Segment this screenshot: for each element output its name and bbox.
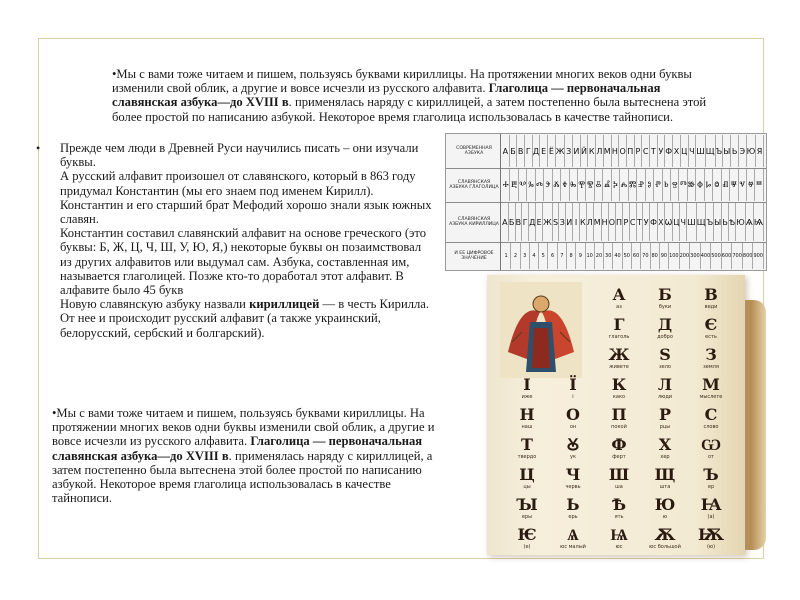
table-cell: Б xyxy=(510,135,518,167)
glyph-letter: Ї xyxy=(569,375,577,394)
glyph-name: ша xyxy=(615,484,623,490)
glyph-name: (ю) xyxy=(706,544,716,550)
glyph-name: иже xyxy=(521,394,533,400)
table-cell: Ф xyxy=(665,135,673,167)
table-cell: Ⱎ xyxy=(755,169,763,201)
table-cell: 800 xyxy=(743,243,754,269)
glyph-cell xyxy=(597,526,641,550)
table-row-label: СОВРЕМЕННАЯ АЗБУКА xyxy=(448,134,501,168)
table-cell: Ⰼ xyxy=(603,169,611,201)
table-row-cells xyxy=(502,169,764,201)
glyph-name: ер xyxy=(707,484,715,490)
table-cell: Ф xyxy=(650,203,658,241)
glyph-cell xyxy=(505,526,549,550)
table-cell: Г xyxy=(525,135,533,167)
glyph-cell xyxy=(597,286,641,310)
table-cell: П xyxy=(627,135,635,167)
glyph-cell xyxy=(597,466,641,490)
glyph-cell xyxy=(505,406,549,430)
glyph-letter: П xyxy=(611,405,627,424)
glyph-name: он xyxy=(569,424,577,430)
table-cell: 2 xyxy=(511,243,520,269)
top-paragraph xyxy=(112,67,722,134)
table-cell: З xyxy=(565,135,573,167)
table-cell: П xyxy=(616,203,623,241)
glyph-name: аз xyxy=(616,304,622,310)
glyph-name: живете xyxy=(609,364,629,370)
table-cell: Щ xyxy=(697,203,707,241)
bottom-bold: Глаголица — первоначальная славянская азбука—до XVIII в xyxy=(52,434,423,463)
glyph-letter: Ѥ xyxy=(517,525,537,544)
glyph-name: добро xyxy=(657,334,673,340)
table-cell: Ⰱ xyxy=(510,169,518,201)
glyph-letter: Ꙋ xyxy=(566,435,580,454)
glyph-cell xyxy=(643,286,687,310)
table-cell: Ⱂ xyxy=(654,169,662,201)
table-cell: Л xyxy=(596,135,604,167)
table-cell: 90 xyxy=(660,243,669,269)
glyph-cell xyxy=(551,466,595,490)
table-cell: Ѡ xyxy=(665,203,673,241)
glyph-name: юс малый xyxy=(560,544,586,550)
glyph-cell xyxy=(597,496,641,520)
table-cell: Ж xyxy=(543,203,553,241)
glyph-name: земля xyxy=(703,364,719,370)
glyph-cell xyxy=(689,346,733,370)
table-cell: Ѧ xyxy=(746,203,754,241)
glyph-letter: Є xyxy=(704,315,718,334)
glyph-letter: Л xyxy=(657,375,673,394)
glyph-letter: Ꙑ xyxy=(516,495,538,514)
table-cell: 900 xyxy=(753,243,764,269)
manuscript-glyph-grid xyxy=(505,286,735,548)
glyph-cell xyxy=(689,496,733,520)
glyph-name: слово xyxy=(703,424,719,430)
glyph-letter: Ѭ xyxy=(697,525,725,544)
glyph-cell xyxy=(551,376,595,400)
table-cell: Х xyxy=(673,135,681,167)
table-cell: Ⱉ xyxy=(713,169,721,201)
table-cell: 4 xyxy=(530,243,539,269)
glyph-name: покой xyxy=(611,424,627,430)
table-cell: Ь xyxy=(731,135,739,167)
top-rest: . применялась наряду с кириллицей, а затем постепенно была вытеснена этой более простой по написанию азбукой. Некоторое время глаголица использовалась в качестве тайнописи. xyxy=(112,95,707,124)
table-cell: 5 xyxy=(539,243,548,269)
table-cell: У xyxy=(643,203,650,241)
glyph-cell xyxy=(689,466,733,490)
table-cell: Ц xyxy=(673,203,680,241)
table-cell: Ш xyxy=(687,203,697,241)
table-cell: А xyxy=(502,203,509,241)
glyph-letter: Ъ xyxy=(703,465,719,484)
table-cell: 3 xyxy=(521,243,530,269)
glyph-cell xyxy=(689,406,733,430)
table-cell: Ⰳ xyxy=(527,169,535,201)
glyph-name: цы xyxy=(523,484,531,490)
glyph-name: зело xyxy=(659,364,671,370)
table-cell: Ⰸ xyxy=(570,169,578,201)
table-cell: Ⰾ xyxy=(620,169,628,201)
table-cell: Э xyxy=(739,135,747,167)
table-cell: 80 xyxy=(651,243,660,269)
glyph-letter: Р xyxy=(658,405,672,424)
glyph-name: от xyxy=(708,454,714,460)
glyph-cell xyxy=(505,376,549,400)
table-cell: Ⱄ xyxy=(671,169,679,201)
left-last-pre: Новую славянскую азбуку назвали xyxy=(60,297,250,312)
glyph-letter: Ж xyxy=(608,345,630,364)
table-cell: О xyxy=(619,135,627,167)
table-cell: Н xyxy=(602,203,609,241)
glyph-letter: Ю xyxy=(654,495,676,514)
table-cell: Т xyxy=(637,203,644,241)
glyph-cell xyxy=(643,526,687,550)
glyph-letter: М xyxy=(702,375,720,394)
glyph-letter: І xyxy=(523,375,531,394)
table-cell: Ч xyxy=(680,203,687,241)
table-cell: Ⰿ xyxy=(629,169,638,201)
table-cell: Р xyxy=(623,203,630,241)
table-cell: Ⰷ xyxy=(561,169,569,201)
table-cell: 40 xyxy=(613,243,622,269)
glyph-name: шта xyxy=(659,484,671,490)
glyph-letter: А xyxy=(612,285,626,304)
glyph-name: како xyxy=(612,394,626,400)
glyph-letter: Ѧ xyxy=(567,525,579,544)
table-cell: Т xyxy=(650,135,658,167)
table-cell: Ъ xyxy=(716,135,724,167)
glyph-letter: З xyxy=(705,345,717,364)
glyph-cell xyxy=(551,526,595,550)
table-cell: Ⰲ xyxy=(519,169,527,201)
glyph-cell xyxy=(597,316,641,340)
table-cell: Ⰺ xyxy=(586,169,594,201)
table-cell: 700 xyxy=(732,243,743,269)
table-cell: М xyxy=(604,135,612,167)
table-cell: 60 xyxy=(632,243,641,269)
glyph-cell xyxy=(689,376,733,400)
table-row-cyrillic xyxy=(446,202,766,243)
table-cell: Ⱆ xyxy=(688,169,696,201)
table-cell: Й xyxy=(581,135,589,167)
glyph-name: і xyxy=(572,394,574,400)
glyph-letter: Ц xyxy=(519,465,535,484)
table-cell: Ⱊ xyxy=(722,169,730,201)
glyph-letter: Г xyxy=(613,315,625,334)
table-cell: М xyxy=(594,203,602,241)
glyph-name: (а) xyxy=(707,514,715,520)
table-cell: Ю xyxy=(736,203,746,241)
glyph-name: веди xyxy=(704,304,718,310)
glyph-name: наш xyxy=(521,424,533,430)
left-line-3: Константин составил славянский алфавит на основе греческого (это буквы: Б, Ж, Ц, Ч, Ш, У, Ю, Я,) некоторые буквы он позаимствовал из других алфавитов или выдумал сам. Азбука, составленная им, называется глаголицей. Позже кто-то доработал этот алфавит. В алфавите было 45 букв xyxy=(60,226,427,298)
table-cell: Ⰶ xyxy=(553,169,561,201)
glyph-cell xyxy=(597,346,641,370)
glyph-name: юс xyxy=(615,544,623,550)
table-row-numeric xyxy=(446,242,766,270)
glyph-cell xyxy=(689,526,733,550)
table-cell: Ы xyxy=(714,203,722,241)
glyph-letter: Щ xyxy=(654,465,676,484)
glyph-letter: Ф xyxy=(611,435,627,454)
glyph-name: люди xyxy=(657,394,673,400)
table-cell: Ⱈ xyxy=(705,169,713,201)
glyph-name: ю xyxy=(662,514,668,520)
table-cell: 7 xyxy=(558,243,567,269)
table-cell: Ⱍ xyxy=(747,169,755,201)
table-cell: Б xyxy=(509,203,516,241)
glyph-cell xyxy=(551,496,595,520)
glyph-name: ферт xyxy=(612,454,626,460)
table-cell: Ⱃ xyxy=(663,169,671,201)
table-cell: С xyxy=(642,135,650,167)
glyph-letter: К xyxy=(611,375,627,394)
glyph-cell xyxy=(505,496,549,520)
table-cell: Ⰹ xyxy=(578,169,586,201)
table-cell: И xyxy=(566,203,573,241)
table-cell: Ъ xyxy=(706,203,714,241)
glyph-cell xyxy=(689,286,733,310)
glyph-cell xyxy=(597,406,641,430)
glyph-cell xyxy=(643,436,687,460)
table-cell: 30 xyxy=(604,243,613,269)
table-cell: 9 xyxy=(576,243,585,269)
glyph-letter: С xyxy=(704,405,718,424)
table-cell: Ⰵ xyxy=(544,169,552,201)
glyph-letter: Ѡ xyxy=(700,435,721,454)
glyph-letter: Х xyxy=(658,435,672,454)
table-cell: Ⱇ xyxy=(696,169,704,201)
table-cell: О xyxy=(609,203,616,241)
table-cell: Ш xyxy=(696,135,706,167)
table-cell: Ы xyxy=(723,135,731,167)
glyph-cell xyxy=(643,376,687,400)
glyph-name: (е) xyxy=(523,544,531,550)
table-cell: Ⰻ xyxy=(595,169,603,201)
table-cell: 50 xyxy=(623,243,632,269)
glyph-cell xyxy=(689,316,733,340)
table-cell: Ⰽ xyxy=(612,169,620,201)
left-last-post: — в честь Кирилла. От нее и происходит русский алфавит (а также украинский, белорусский, сербский и болгарский). xyxy=(60,297,430,340)
glyph-cell xyxy=(597,436,641,460)
glyph-name: хер xyxy=(660,454,670,460)
table-cell: Х xyxy=(658,203,665,241)
glyph-letter: Ш xyxy=(608,465,630,484)
glyph-name: буки xyxy=(658,304,672,310)
glyph-name: рцы xyxy=(659,424,671,430)
table-row-cells xyxy=(502,203,764,241)
table-cell: Ё xyxy=(548,135,556,167)
table-row-cells xyxy=(502,243,764,269)
glyph-letter: Ѩ xyxy=(610,525,628,544)
table-cell: Ⰴ xyxy=(536,169,544,201)
table-cell: Ь xyxy=(722,203,729,241)
glyph-cell xyxy=(643,496,687,520)
table-row-label: СЛАВЯНСКАЯ АЗБУКА КИРИЛЛИЦА xyxy=(448,202,501,242)
left-paragraph xyxy=(60,141,432,340)
glyph-cell xyxy=(643,466,687,490)
table-cell: 20 xyxy=(595,243,604,269)
glyph-cell xyxy=(643,406,687,430)
glyph-letter: Н xyxy=(519,405,535,424)
table-cell: 1 xyxy=(502,243,511,269)
table-cell: Н xyxy=(612,135,620,167)
glyph-name: юс большой xyxy=(649,544,681,550)
table-cell: А xyxy=(502,135,510,167)
table-cell: 300 xyxy=(690,243,701,269)
table-cell: 400 xyxy=(701,243,712,269)
table-cell: Г xyxy=(522,203,529,241)
table-cell: Ⰰ xyxy=(502,169,510,201)
table-cell: У xyxy=(658,135,666,167)
glyph-name: еры xyxy=(521,514,533,520)
table-cell: К xyxy=(580,203,587,241)
top-lead: •Мы с вами тоже читаем и пишем, пользуясь буквами кириллицы. На протяжении многих веков одни буквы изменили свой облик, а другие и вовсе исчезли из русского алфавита. xyxy=(112,67,692,96)
top-bold: Глаголица — первоначальная славянская азбука—до XVIII в xyxy=(112,81,661,110)
glyph-name: мыслете xyxy=(699,394,723,400)
glyph-letter: Б xyxy=(658,285,672,304)
bottom-lead: •Мы с вами тоже читаем и пишем, пользуясь буквами кириллицы. На протяжении многих веков одни буквы изменили свой облик, а другие и вовсе исчезли из русского алфавита. xyxy=(52,406,435,449)
table-cell: Е xyxy=(540,135,548,167)
glyph-letter: О xyxy=(566,405,580,424)
table-cell: И xyxy=(573,135,581,167)
glyph-name: твердо xyxy=(517,454,537,460)
table-cell: В xyxy=(516,203,523,241)
table-cell: Ⱅ xyxy=(679,169,687,201)
glyph-letter: Ꙗ xyxy=(700,495,722,514)
table-cell: Д xyxy=(529,203,536,241)
table-cell: Ѣ xyxy=(729,203,736,241)
table-row-label: СЛАВЯНСКАЯ АЗБУКА ГЛАГОЛИЦА xyxy=(448,168,501,202)
left-bullet: • xyxy=(36,141,41,155)
glyph-cell xyxy=(689,436,733,460)
glyph-letter: Ь xyxy=(566,495,580,514)
glyph-letter: В xyxy=(704,285,718,304)
table-cell: Ⱁ xyxy=(646,169,654,201)
glyph-name: ук xyxy=(570,454,576,460)
glyph-cell xyxy=(643,346,687,370)
table-row-modern xyxy=(446,134,766,169)
table-cell: Д xyxy=(533,135,541,167)
table-cell: В xyxy=(517,135,525,167)
table-cell: 200 xyxy=(680,243,691,269)
table-cell: Р xyxy=(635,135,643,167)
left-line-1: Прежде чем люди в Древней Руси научились писать – они изучали буквы. xyxy=(60,141,419,170)
table-row-glagolitic xyxy=(446,168,766,203)
table-cell: З xyxy=(559,203,566,241)
table-cell: 600 xyxy=(722,243,733,269)
glyph-name: есть xyxy=(705,334,717,340)
glyph-cell xyxy=(551,436,595,460)
glyph-letter: Ѣ xyxy=(611,495,627,514)
table-cell: Ж xyxy=(556,135,566,167)
bottom-rest: . применялась наряду с кириллицей, а затем постепенно была вытеснена этой более простой по написанию азбукой. Некоторое время глаголица использовалась в качестве тайнописи. xyxy=(52,448,433,506)
glyph-letter: Т xyxy=(521,435,533,454)
table-cell: С xyxy=(630,203,637,241)
table-cell: 100 xyxy=(669,243,680,269)
glyph-letter: Д xyxy=(657,315,673,334)
table-cell: Ч xyxy=(689,135,697,167)
table-cell: Ѩ xyxy=(754,203,764,241)
glyph-letter: Ч xyxy=(565,465,581,484)
glyph-letter: Ѕ xyxy=(659,345,671,364)
table-row-cells xyxy=(502,135,764,167)
table-cell: 6 xyxy=(548,243,557,269)
glyph-cell xyxy=(505,466,549,490)
table-cell: Ⱀ xyxy=(637,169,645,201)
glyph-cell xyxy=(597,376,641,400)
glyph-name: ерь xyxy=(568,514,578,520)
glyph-cell xyxy=(505,436,549,460)
table-cell: Ц xyxy=(681,135,689,167)
glyph-cell xyxy=(643,316,687,340)
table-cell: Ѕ xyxy=(553,203,560,241)
alphabet-table-image xyxy=(445,133,767,271)
left-last-bold: кириллицей xyxy=(249,297,320,312)
glyph-name: глаголь xyxy=(608,334,630,340)
glyph-name: червь xyxy=(565,484,581,490)
table-cell: Ⱌ xyxy=(739,169,747,201)
table-cell: К xyxy=(588,135,596,167)
table-cell: 10 xyxy=(586,243,595,269)
bottom-paragraph xyxy=(52,406,452,505)
table-cell: 8 xyxy=(567,243,576,269)
table-cell: 500 xyxy=(711,243,722,269)
table-cell: Я xyxy=(756,135,764,167)
table-cell: Ⱋ xyxy=(730,169,738,201)
table-cell: 70 xyxy=(641,243,650,269)
table-cell: Щ xyxy=(706,135,716,167)
glyph-cell xyxy=(551,406,595,430)
left-line-2: А русский алфавит произошел от славянского, который в 863 году придумал Константин (мы его знаем под именем Кирилл). Константин и его старший брат Мефодий хорошо знали язык южных славян. xyxy=(60,169,432,227)
table-cell: Ю xyxy=(747,135,757,167)
table-cell: Л xyxy=(587,203,594,241)
glyph-letter: Ѫ xyxy=(654,525,676,544)
table-cell: І xyxy=(573,203,580,241)
table-cell: Е xyxy=(536,203,543,241)
table-row-label: И ЕЕ ЦИФРОВОЕ ЗНАЧЕНИЕ xyxy=(448,242,501,270)
glyph-name: ять xyxy=(614,514,624,520)
